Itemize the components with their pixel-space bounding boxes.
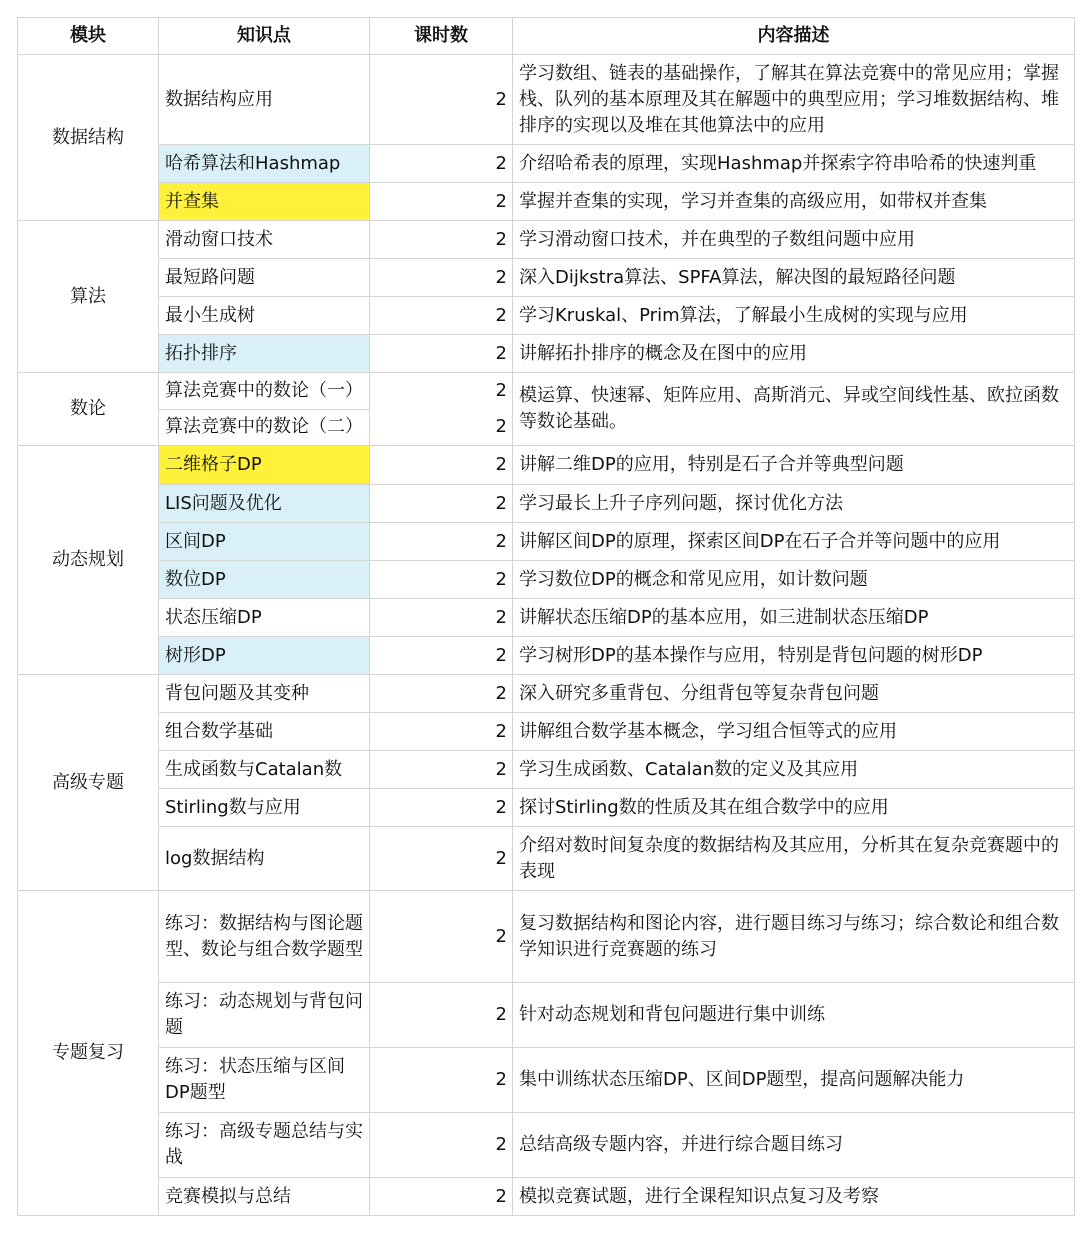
description-cell: 讲解状态压缩DP的基本应用，如三进制状态压缩DP <box>513 599 1075 637</box>
module-cell: 算法 <box>18 221 159 373</box>
hours-cell: 2 <box>370 446 513 485</box>
table-row <box>18 827 1075 891</box>
description-cell: 学习数组、链表的基础操作，了解其在算法竞赛中的常见应用；掌握栈、队列的基本原理及其在解题中的典型应用；学习堆数据结构、堆排序的实现以及堆在其他算法中的应用 <box>513 55 1075 145</box>
description-cell: 讲解组合数学基本概念，学习组合恒等式的应用 <box>513 713 1075 751</box>
topic-cell: 练习：状态压缩与区间DP题型 <box>159 1048 370 1113</box>
topic-cell: 竞赛模拟与总结 <box>159 1178 370 1216</box>
topic-cell: 二维格子DP <box>159 446 370 485</box>
topic-cell: log数据结构 <box>159 827 370 891</box>
hours-cell <box>370 373 513 446</box>
topic-cell: 树形DP <box>159 637 370 675</box>
hours-cell: 2 <box>370 751 513 789</box>
table-row <box>18 297 1075 335</box>
hours-cell: 2 <box>370 891 513 983</box>
table-row <box>18 713 1075 751</box>
description-cell: 学习最长上升子序列问题，探讨优化方法 <box>513 485 1075 523</box>
description-cell: 学习Kruskal、Prim算法，了解最小生成树的实现与应用 <box>513 297 1075 335</box>
description-cell: 模运算、快速幂、矩阵应用、高斯消元、异或空间线性基、欧拉函数等数论基础。 <box>513 373 1075 446</box>
header-description: 内容描述 <box>513 18 1075 55</box>
description-cell: 探讨Stirling数的性质及其在组合数学中的应用 <box>513 789 1075 827</box>
table-row <box>18 675 1075 713</box>
hours-cell: 2 <box>370 561 513 599</box>
description-cell: 集中训练状态压缩DP、区间DP题型，提高问题解决能力 <box>513 1048 1075 1113</box>
hours-cell: 2 <box>370 259 513 297</box>
course-table <box>17 17 1075 1216</box>
hours-cell: 2 <box>370 297 513 335</box>
hours-cell: 2 <box>370 983 513 1048</box>
table-row <box>18 1048 1075 1113</box>
description-cell: 讲解拓扑排序的概念及在图中的应用 <box>513 335 1075 373</box>
topic-cell: 拓扑排序 <box>159 335 370 373</box>
description-cell: 学习滑动窗口技术，并在典型的子数组问题中应用 <box>513 221 1075 259</box>
module-cell: 数据结构 <box>18 55 159 221</box>
topic-cell: 滑动窗口技术 <box>159 221 370 259</box>
topic-cell: 状态压缩DP <box>159 599 370 637</box>
table-row <box>18 891 1075 983</box>
topic-cell: 组合数学基础 <box>159 713 370 751</box>
hours-cell: 2 <box>370 1178 513 1216</box>
topic-cell: 并查集 <box>159 183 370 221</box>
table-row <box>18 637 1075 675</box>
topic-cell: 哈希算法和Hashmap <box>159 145 370 183</box>
table-row <box>18 259 1075 297</box>
topic-cell: 练习：高级专题总结与实战 <box>159 1113 370 1178</box>
hours-cell: 2 <box>370 55 513 145</box>
header-hours: 课时数 <box>370 18 513 55</box>
table-row <box>18 55 1075 145</box>
table-row <box>18 145 1075 183</box>
description-cell: 掌握并查集的实现，学习并查集的高级应用，如带权并查集 <box>513 183 1075 221</box>
table-row <box>18 485 1075 523</box>
hours-cell: 2 <box>370 221 513 259</box>
topic-cell: LIS问题及优化 <box>159 485 370 523</box>
topic-cell: 练习：数据结构与图论题型、数论与组合数学题型 <box>159 891 370 983</box>
hours-cell: 2 <box>370 637 513 675</box>
description-cell: 介绍对数时间复杂度的数据结构及其应用，分析其在复杂竞赛题中的表现 <box>513 827 1075 891</box>
table-row <box>18 599 1075 637</box>
table-row <box>18 335 1075 373</box>
hours-cell: 2 <box>370 1113 513 1178</box>
topic-cell: 练习：动态规划与背包问题 <box>159 983 370 1048</box>
description-cell: 模拟竞赛试题，进行全课程知识点复习及考察 <box>513 1178 1075 1216</box>
table-row <box>18 751 1075 789</box>
hours-cell: 2 <box>370 183 513 221</box>
description-cell: 介绍哈希表的原理，实现Hashmap并探索字符串哈希的快速判重 <box>513 145 1075 183</box>
table-row <box>18 183 1075 221</box>
description-cell: 学习数位DP的概念和常见应用，如计数问题 <box>513 561 1075 599</box>
hours-value: 2 <box>495 416 507 437</box>
description-cell: 讲解二维DP的应用，特别是石子合并等典型问题 <box>513 446 1075 485</box>
description-cell: 学习树形DP的基本操作与应用，特别是背包问题的树形DP <box>513 637 1075 675</box>
hours-value: 2 <box>495 380 507 401</box>
description-cell: 复习数据结构和图论内容，进行题目练习与练习；综合数论和组合数学知识进行竞赛题的练习 <box>513 891 1075 983</box>
topic-cell: 背包问题及其变种 <box>159 675 370 713</box>
table-row <box>18 983 1075 1048</box>
table-row <box>18 789 1075 827</box>
description-cell: 深入研究多重背包、分组背包等复杂背包问题 <box>513 675 1075 713</box>
table-row <box>18 523 1075 561</box>
description-cell: 学习生成函数、Catalan数的定义及其应用 <box>513 751 1075 789</box>
hours-cell: 2 <box>370 335 513 373</box>
module-cell: 高级专题 <box>18 675 159 891</box>
hours-cell: 2 <box>370 789 513 827</box>
topic-cell: 最短路问题 <box>159 259 370 297</box>
topic-cell: 区间DP <box>159 523 370 561</box>
hours-cell: 2 <box>370 713 513 751</box>
hours-cell: 2 <box>370 485 513 523</box>
topic-cell: 生成函数与Catalan数 <box>159 751 370 789</box>
description-cell: 深入Dijkstra算法、SPFA算法，解决图的最短路径问题 <box>513 259 1075 297</box>
topic-cell: 算法竞赛中的数论（一） <box>159 373 370 410</box>
table-row <box>18 1113 1075 1178</box>
topic-cell: 算法竞赛中的数论（二） <box>159 409 370 446</box>
header-module: 模块 <box>18 18 159 55</box>
table-row <box>18 373 1075 410</box>
description-cell: 讲解区间DP的原理，探索区间DP在石子合并等问题中的应用 <box>513 523 1075 561</box>
module-cell: 动态规划 <box>18 446 159 675</box>
description-cell: 针对动态规划和背包问题进行集中训练 <box>513 983 1075 1048</box>
description-cell: 总结高级专题内容，并进行综合题目练习 <box>513 1113 1075 1178</box>
hours-cell: 2 <box>370 1048 513 1113</box>
hours-cell: 2 <box>370 827 513 891</box>
hours-cell: 2 <box>370 145 513 183</box>
table-header-row <box>18 18 1075 55</box>
topic-cell: Stirling数与应用 <box>159 789 370 827</box>
module-cell: 专题复习 <box>18 891 159 1216</box>
hours-cell: 2 <box>370 675 513 713</box>
header-topic: 知识点 <box>159 18 370 55</box>
topic-cell: 最小生成树 <box>159 297 370 335</box>
table-row <box>18 221 1075 259</box>
hours-cell: 2 <box>370 523 513 561</box>
topic-cell: 数据结构应用 <box>159 55 370 145</box>
table-row <box>18 561 1075 599</box>
module-cell: 数论 <box>18 373 159 446</box>
topic-cell: 数位DP <box>159 561 370 599</box>
table-row <box>18 446 1075 485</box>
hours-cell: 2 <box>370 599 513 637</box>
table-row <box>18 1178 1075 1216</box>
